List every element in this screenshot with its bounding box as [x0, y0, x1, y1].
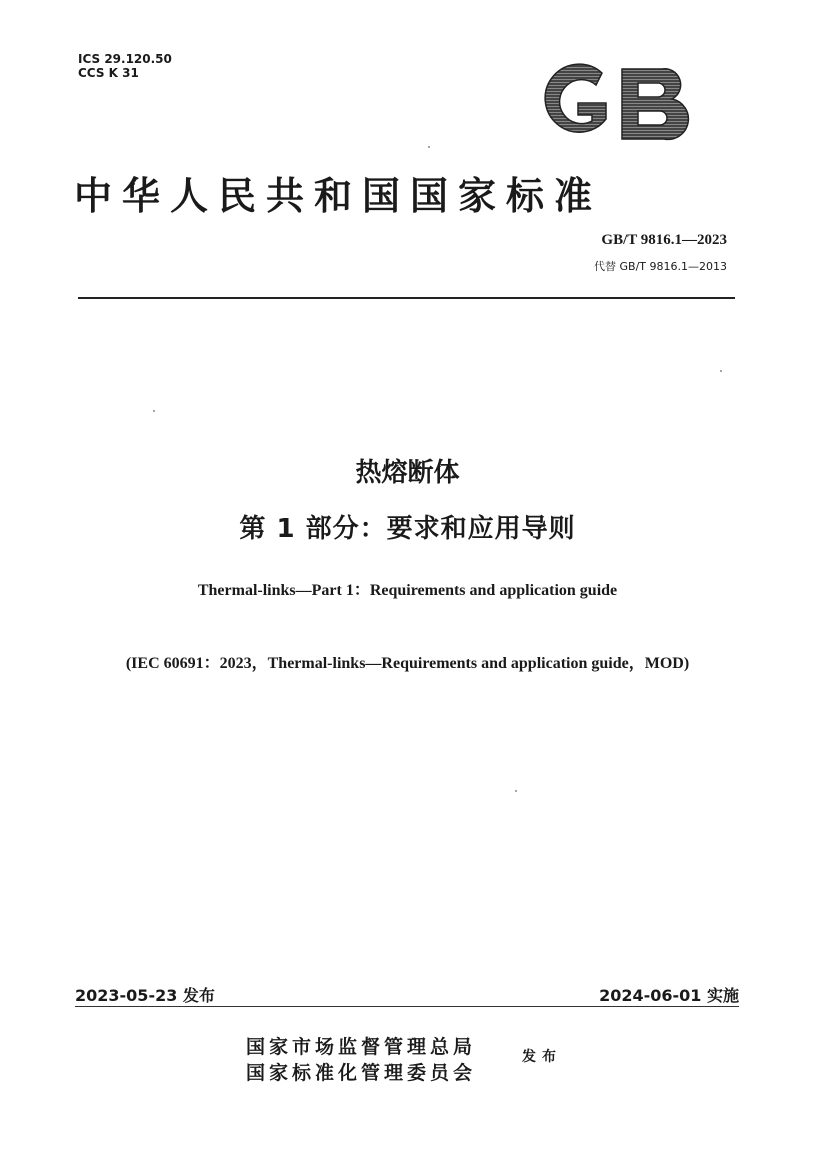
ics-code: ICS 29.120.50: [78, 52, 172, 66]
document-title-line2: 第 1 部分：要求和应用导则: [239, 514, 576, 544]
scan-speck: [428, 146, 430, 148]
scan-speck: [515, 790, 517, 792]
scan-speck: [720, 370, 722, 372]
document-title-line1: 热熔断体: [355, 458, 460, 488]
national-standard-title: 中华人民共和国国家标准: [74, 176, 603, 218]
gb-logo-icon: [530, 63, 692, 145]
footer-divider: [75, 1006, 739, 1007]
english-title: Thermal-links—Part 1：Requirements and application guide: [197, 582, 618, 599]
adoption-note: (IEC 60691：2023，Thermal-links—Requirements and application guide，MOD): [125, 655, 690, 672]
issued-label: 发布: [522, 1050, 562, 1065]
classification-codes: [78, 52, 172, 80]
implementation-date: 2024-06-01 实施: [599, 986, 739, 1005]
issuer-line2: 国家标准化管理委员会: [246, 1063, 477, 1084]
issuer-line1: 国家市场监督管理总局: [246, 1037, 477, 1058]
header-divider: [78, 297, 735, 299]
issue-date: 2023-05-23 发布: [75, 986, 215, 1005]
standard-number: GB/T 9816.1—2023: [601, 232, 727, 248]
replaces-standard: 代替 GB/T 9816.1—2013: [594, 260, 727, 273]
scan-speck: [153, 410, 155, 412]
ccs-code: CCS K 31: [78, 66, 139, 80]
